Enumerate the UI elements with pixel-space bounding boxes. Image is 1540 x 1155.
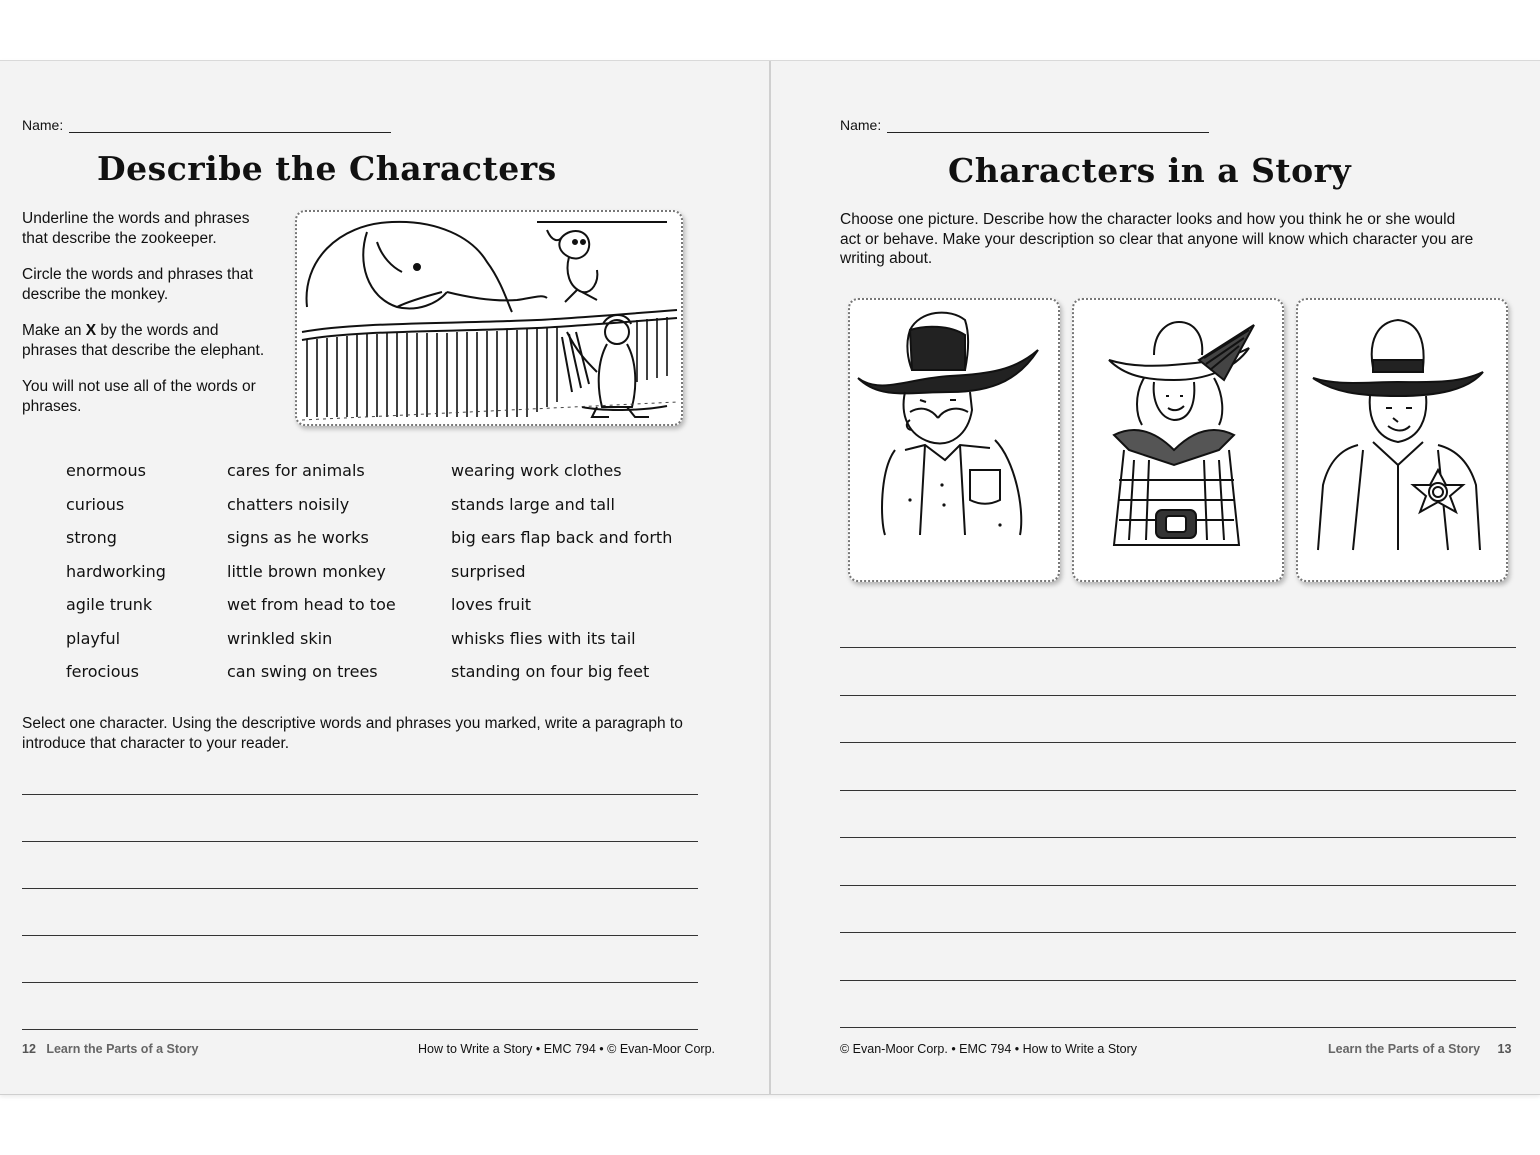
word-bank-item[interactable]: signs as he works <box>227 528 369 547</box>
word-bank-item[interactable]: cares for animals <box>227 461 365 480</box>
word-bank <box>0 461 768 701</box>
word-bank-item[interactable]: agile trunk <box>66 595 153 614</box>
copyright-credit: © Evan-Moor Corp. • EMC 794 • How to Write a Story <box>840 1042 1137 1056</box>
copyright-credit: How to Write a Story • EMC 794 • © Evan-Moor Corp. <box>418 1042 715 1056</box>
page-title: Describe the Characters <box>97 149 557 188</box>
word-bank-item[interactable]: little brown monkey <box>227 561 386 581</box>
word-bank-item[interactable]: chatters noisily <box>227 494 350 514</box>
page-number: 12 <box>22 1042 36 1056</box>
instruction-circle: Circle the words and phrases that describe the monkey. <box>22 266 253 303</box>
writing-lines[interactable] <box>840 647 1516 1032</box>
word-bank-column-2 <box>227 461 396 696</box>
left-page <box>0 61 768 1094</box>
writing-line[interactable] <box>840 695 1516 696</box>
cowboy-illustration[interactable] <box>848 298 1060 582</box>
word-bank-item[interactable]: wrinkled skin <box>227 628 333 648</box>
word-bank-item[interactable]: wearing work clothes <box>451 461 622 480</box>
writing-prompt: Select one character. Using the descriptive words and phrases you marked, write a paragraph to introduce that character to your reader. <box>22 715 683 752</box>
page-footer-right <box>1328 1042 1511 1056</box>
name-field[interactable] <box>840 117 1209 133</box>
name-field[interactable] <box>22 117 391 133</box>
workbook-spread <box>0 60 1540 1095</box>
name-line[interactable] <box>69 118 391 133</box>
instruction-underline: Underline the words and phrases that describe the zookeeper. <box>22 210 250 247</box>
instruction-x: Make an X by the words and phrases that describe the elephant. <box>22 322 265 359</box>
word-bank-item[interactable]: wet from head to toe <box>227 595 396 614</box>
page-footer-left <box>22 1042 198 1056</box>
word-bank-column-1 <box>66 461 166 696</box>
word-bank-item[interactable]: standing on four big feet <box>451 662 650 681</box>
word-bank-item[interactable]: curious <box>66 494 125 514</box>
writing-line[interactable] <box>840 837 1516 838</box>
writing-line[interactable] <box>22 888 698 889</box>
word-bank-item[interactable]: strong <box>66 528 117 547</box>
word-bank-column-3 <box>451 461 672 696</box>
writing-line[interactable] <box>840 932 1516 933</box>
name-line[interactable] <box>887 118 1209 133</box>
word-bank-item[interactable]: enormous <box>66 461 146 480</box>
zoo-scene-illustration <box>295 210 683 426</box>
writing-line[interactable] <box>22 841 698 842</box>
instructions: Choose one picture. Describe how the character looks and how you think he or she would act or behave. Make your description so clear that anyone will know which character you are writing about. <box>840 211 1474 267</box>
name-label: Name: <box>22 117 64 133</box>
name-label: Name: <box>840 117 882 133</box>
writing-line[interactable] <box>22 935 698 936</box>
writing-line[interactable] <box>840 742 1516 743</box>
writing-line[interactable] <box>840 647 1516 648</box>
right-page <box>772 61 1540 1094</box>
writing-line[interactable] <box>840 885 1516 886</box>
word-bank-item[interactable]: hardworking <box>66 561 166 581</box>
writing-line[interactable] <box>840 980 1516 981</box>
word-bank-item[interactable]: can swing on trees <box>227 662 378 681</box>
instructions <box>22 209 277 433</box>
instruction-note: You will not use all of the words or phrases. <box>22 378 256 415</box>
section-name: Learn the Parts of a Story <box>46 1042 199 1056</box>
word-bank-item[interactable]: loves fruit <box>451 595 532 614</box>
writing-line[interactable] <box>22 794 698 795</box>
writing-line[interactable] <box>840 790 1516 791</box>
sheriff-illustration[interactable] <box>1296 298 1508 582</box>
book-spine <box>769 61 771 1094</box>
word-bank-item[interactable]: ferocious <box>66 662 139 681</box>
writing-line[interactable] <box>22 982 698 983</box>
word-bank-item[interactable]: playful <box>66 628 121 648</box>
word-bank-item[interactable]: big ears flap back and forth <box>451 528 673 547</box>
section-name: Learn the Parts of a Story <box>1328 1042 1481 1056</box>
writing-line[interactable] <box>840 1027 1516 1028</box>
writing-lines[interactable] <box>22 794 698 1034</box>
cowgirl-illustration[interactable] <box>1072 298 1284 582</box>
word-bank-item[interactable]: surprised <box>451 561 526 581</box>
word-bank-item[interactable]: whisks flies with its tail <box>451 628 636 648</box>
writing-line[interactable] <box>22 1029 698 1030</box>
page-number: 13 <box>1497 1042 1512 1056</box>
word-bank-item[interactable]: stands large and tall <box>451 494 615 514</box>
page-title: Characters in a Story <box>948 151 1352 190</box>
